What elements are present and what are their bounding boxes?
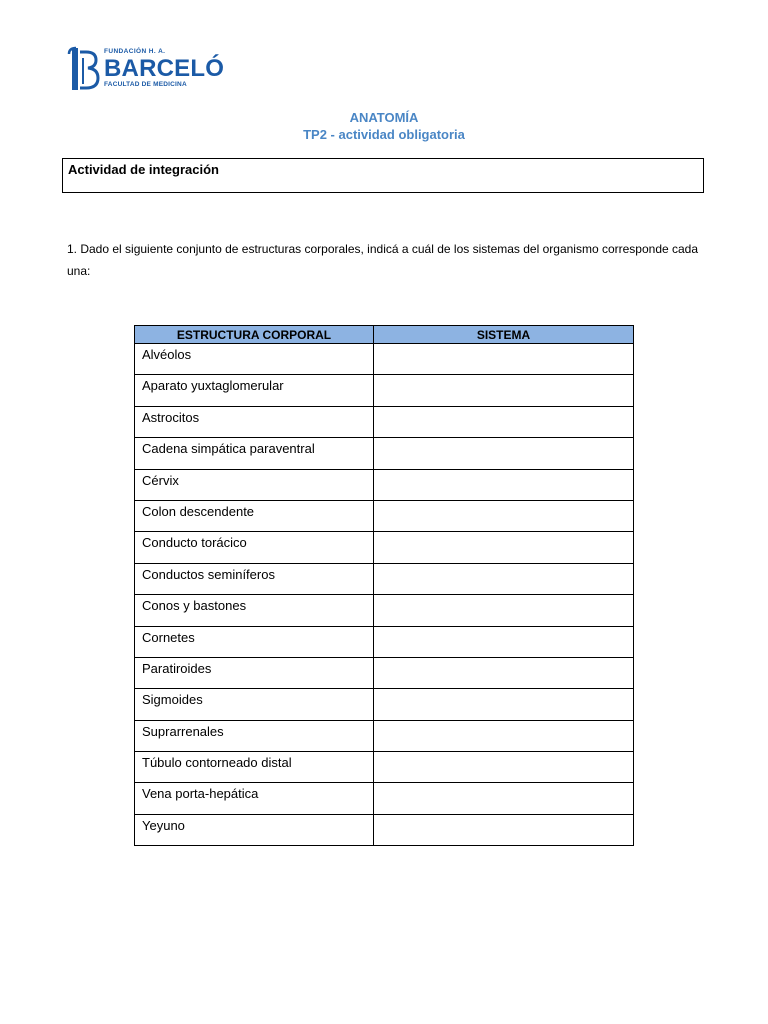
system-cell[interactable] — [374, 626, 634, 657]
table-row — [135, 500, 634, 531]
logo-foundation-text: FUNDACIÓN H. A. — [104, 48, 166, 55]
table-row — [135, 438, 634, 469]
question-text: 1. Dado el siguiente conjunto de estructuras corporales, indicá a cuál de los sistemas del organismo corresponde cada una: — [67, 242, 699, 278]
system-cell[interactable] — [374, 438, 634, 469]
column-header-structure: ESTRUCTURA CORPORAL — [135, 326, 374, 344]
fundacion-barcelo-logo — [66, 44, 225, 94]
structure-cell: Conductos seminíferos — [135, 563, 374, 594]
structure-cell: Alvéolos — [135, 344, 374, 375]
barcelo-emblem-icon — [66, 44, 102, 94]
structure-cell: Cadena simpática paraventral — [135, 438, 374, 469]
table-row — [135, 657, 634, 688]
system-cell[interactable] — [374, 595, 634, 626]
table-row — [135, 689, 634, 720]
section-title: Actividad de integración — [68, 162, 219, 177]
table-row — [135, 563, 634, 594]
system-cell[interactable] — [374, 563, 634, 594]
system-cell[interactable] — [374, 344, 634, 375]
table-row — [135, 720, 634, 751]
table-row — [135, 406, 634, 437]
table-row — [135, 752, 634, 783]
system-cell[interactable] — [374, 814, 634, 845]
structure-cell: Colon descendente — [135, 500, 374, 531]
structure-cell: Yeyuno — [135, 814, 374, 845]
structure-cell: Túbulo contorneado distal — [135, 752, 374, 783]
system-cell[interactable] — [374, 500, 634, 531]
table-row — [135, 626, 634, 657]
structure-cell: Sigmoides — [135, 689, 374, 720]
table-header-row — [135, 326, 634, 344]
table-row — [135, 375, 634, 406]
section-box — [62, 158, 704, 193]
table-row — [135, 344, 634, 375]
structure-cell: Aparato yuxtaglomerular — [135, 375, 374, 406]
system-cell[interactable] — [374, 406, 634, 437]
document-subtitle: TP2 - actividad obligatoria — [303, 127, 465, 142]
document-title: ANATOMÍA — [349, 110, 419, 125]
structures-table — [134, 325, 634, 846]
system-cell[interactable] — [374, 657, 634, 688]
table-row — [135, 532, 634, 563]
logo-name-text: BARCELÓ — [104, 55, 225, 82]
system-cell[interactable] — [374, 375, 634, 406]
structure-cell: Cérvix — [135, 469, 374, 500]
system-cell[interactable] — [374, 783, 634, 814]
column-header-system: SISTEMA — [374, 326, 634, 344]
system-cell[interactable] — [374, 720, 634, 751]
table-row — [135, 595, 634, 626]
structure-cell: Conducto torácico — [135, 532, 374, 563]
system-cell[interactable] — [374, 752, 634, 783]
system-cell[interactable] — [374, 689, 634, 720]
table-row — [135, 814, 634, 845]
system-cell[interactable] — [374, 532, 634, 563]
table-row — [135, 783, 634, 814]
table-row — [135, 469, 634, 500]
structure-cell: Astrocitos — [135, 406, 374, 437]
structure-cell: Suprarrenales — [135, 720, 374, 751]
structure-cell: Cornetes — [135, 626, 374, 657]
structure-cell: Paratiroides — [135, 657, 374, 688]
structure-cell: Conos y bastones — [135, 595, 374, 626]
logo-faculty-text: FACULTAD DE MEDICINA — [104, 81, 187, 88]
system-cell[interactable] — [374, 469, 634, 500]
structure-cell: Vena porta-hepática — [135, 783, 374, 814]
